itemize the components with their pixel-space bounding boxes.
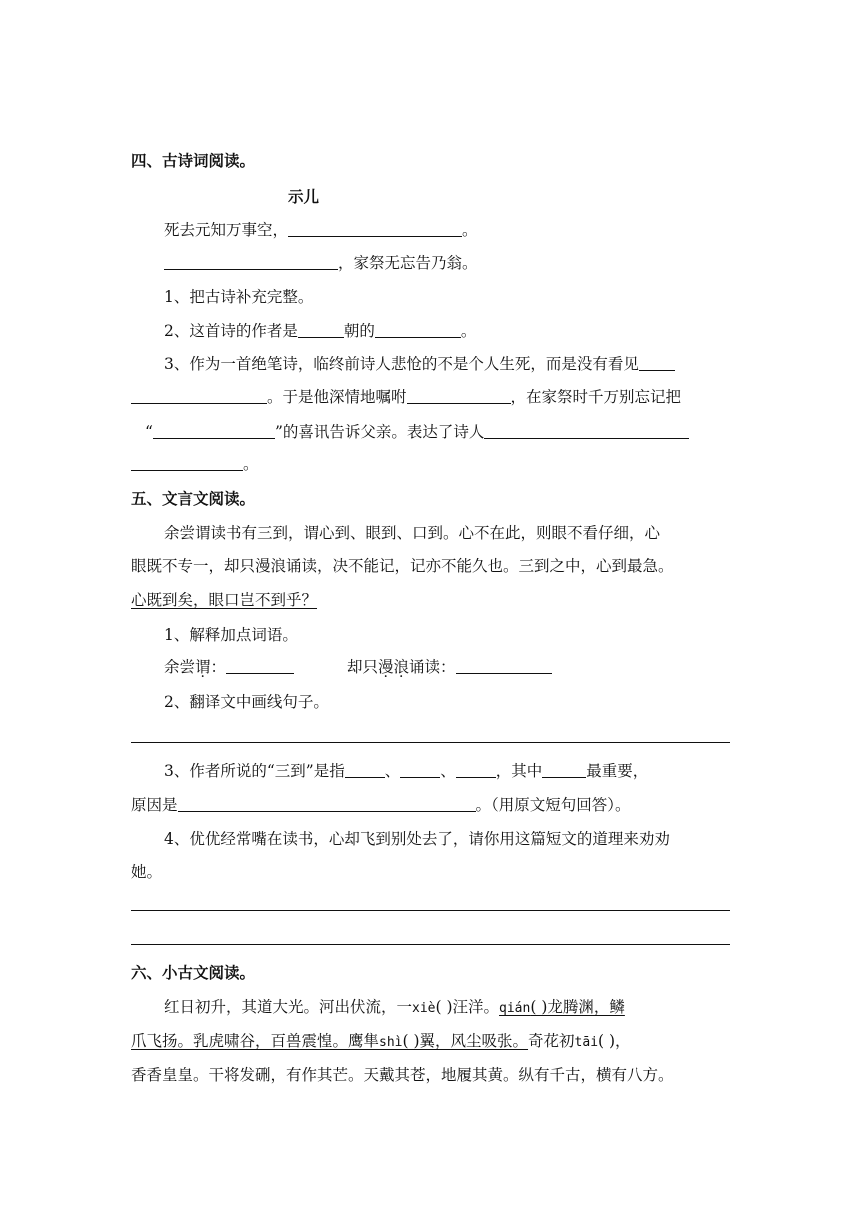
poem-line-2: ，家祭无忘告乃翁。 <box>164 252 764 274</box>
s4-question-3: 3、作为一首绝笔诗，临终前诗人悲怆的不是个人生死，而是没有看见 <box>164 353 764 375</box>
paren-blank-4[interactable]: ( )， <box>598 1032 631 1050</box>
q3-blank-3[interactable] <box>153 422 275 439</box>
three-blank-3[interactable] <box>456 761 496 778</box>
underlined-phrase-1: qián( )龙腾渊，鳞 <box>499 998 625 1016</box>
passage-line-2: 眼既不专一，却只漫浪诵读，决不能记，记亦不能久也。三到之中，心到最急。 <box>131 557 674 575</box>
three-blank-1[interactable] <box>345 761 385 778</box>
word-blank-2[interactable] <box>456 657 552 674</box>
poem-blank-2[interactable] <box>164 253 338 270</box>
section-4-heading: 四、古诗词阅读。 <box>131 152 256 170</box>
underlined-sentence: 心既到矣，眼口岂不到乎？ <box>131 591 318 609</box>
reason-blank[interactable] <box>178 795 476 812</box>
passage-line-3 <box>131 589 731 611</box>
dotted-word-man: 漫 <box>378 658 394 676</box>
poem-line-1: 死去元知万事空， 。 <box>164 221 478 239</box>
answer-line-translate[interactable] <box>131 742 730 743</box>
paren-blank-1[interactable]: ( )汪洋。 <box>435 998 500 1016</box>
s5-question-2: 2、翻译文中画线句子。 <box>164 693 329 711</box>
q3-blank-2[interactable] <box>407 387 511 404</box>
dotted-word-lang: 浪 <box>393 658 410 676</box>
s4-question-1: 1、把古诗补充完整。 <box>164 288 314 306</box>
s5-question-3-line2: 原因是 。（用原文短句回答）。 <box>131 796 631 814</box>
s5-question-1: 1、解释加点词语。 <box>164 626 298 644</box>
pinyin-xie: xiè <box>412 1001 436 1016</box>
gu-text-line-3: 香香皇皇。干将发硎，有作其芒。天戴其苍，地履其黄。纵有千古，横有八方。 <box>131 1066 674 1084</box>
pinyin-shi: shì <box>379 1035 403 1050</box>
s4-question-3-line3: “ ”的喜讯告诉父亲。表达了诗人 <box>131 421 731 443</box>
gu-text-line-2: 爪飞扬。乳虎啸谷，百兽震惶。鹰隼shì( )翼，风尘吸张。奇花初tāi( )， <box>131 1032 631 1050</box>
poem-title: 示儿 <box>288 188 320 206</box>
s4-question-3-line4: 。 <box>131 453 731 475</box>
q3-blank-1b[interactable] <box>131 387 267 404</box>
answer-line-advice-2[interactable] <box>131 944 730 945</box>
s4-question-2: 2、这首诗的作者是 朝的 。 <box>164 322 477 340</box>
pinyin-qian: qián <box>499 1001 531 1016</box>
passage-line-1: 余尝谓读书有三到，谓心到、眼到、口到。心不在此，则眼不看仔细，心 <box>164 524 661 542</box>
three-blank-2[interactable] <box>400 761 440 778</box>
dynasty-blank[interactable] <box>298 321 344 338</box>
section-5-heading: 五、文言文阅读。 <box>131 490 256 508</box>
q3-blank-4a[interactable] <box>484 422 689 439</box>
q3-blank-4b[interactable] <box>131 454 243 471</box>
dotted-word-wei: 谓 <box>195 658 211 676</box>
underlined-phrase-2: 爪飞扬。乳虎啸谷，百兽震惶。鹰隼shì( )翼，风尘吸张。 <box>131 1032 529 1050</box>
s5-question-3: 3、作者所说的“三到”是指 、 、 ，其中 最重要， <box>164 762 649 780</box>
poem-blank-1[interactable] <box>288 220 462 237</box>
section-6-heading: 六、小古文阅读。 <box>131 964 256 982</box>
s5-question-4-line2: 她。 <box>131 863 163 881</box>
s5-question-1-words: 余尝谓： 却只漫浪诵读： <box>164 656 764 678</box>
word-blank-1[interactable] <box>226 657 294 674</box>
answer-line-advice-1[interactable] <box>131 910 730 911</box>
most-important-blank[interactable] <box>542 761 586 778</box>
author-blank[interactable] <box>375 321 461 338</box>
gu-text-line-1: 红日初升，其道大光。河出伏流，一xiè( )汪洋。qián( )龙腾渊，鳞 <box>164 998 625 1016</box>
q3-blank-1a[interactable] <box>639 354 675 371</box>
s4-question-3-line2: 。于是他深情地嘱咐 ，在家祭时千万别忘记把 <box>131 386 731 408</box>
pinyin-tai: tāi <box>574 1035 599 1050</box>
s5-question-4: 4、优优经常嘴在读书，心却飞到别处去了，请你用这篇短文的道理来劝劝 <box>164 830 670 848</box>
